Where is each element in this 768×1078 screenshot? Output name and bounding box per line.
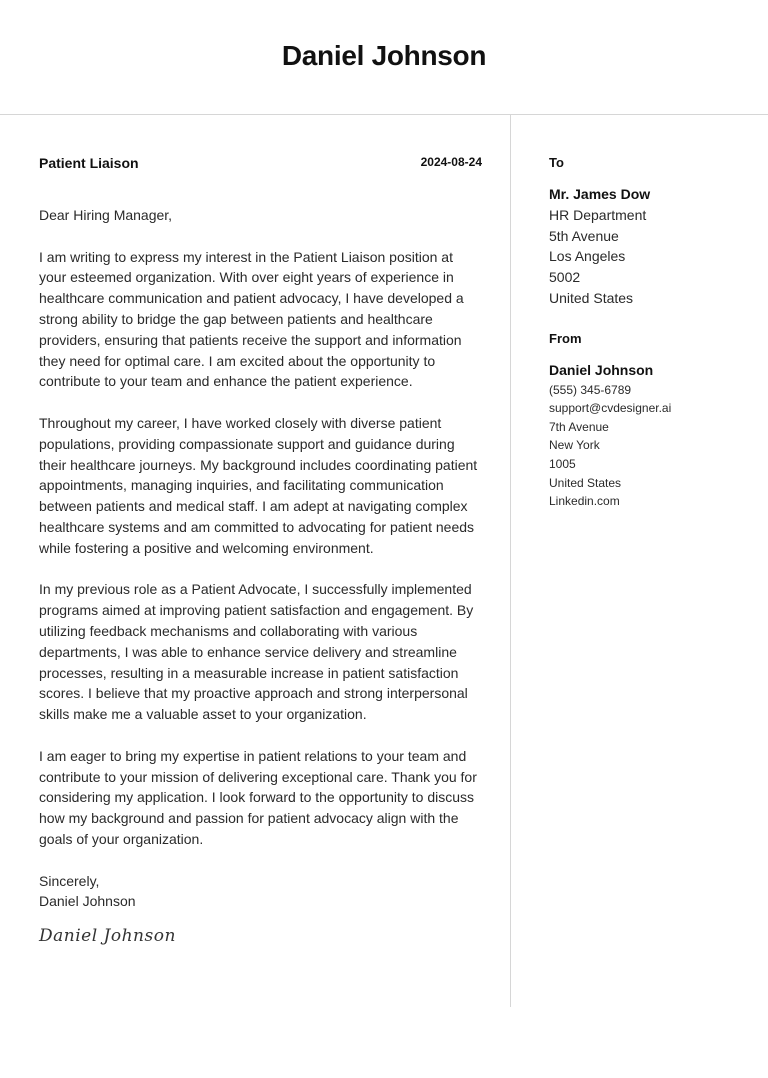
closing: Sincerely, — [39, 872, 100, 889]
salutation: Dear Hiring Manager, — [39, 207, 173, 223]
paragraph-2: Throughout my career, I have worked closely with diverse patient populations, providing compassionate support and guidance during their healthcare journeys. My background includes coordinating patient appointments, managing inquiries, and facilitating communication between patients and medical staff. I am adept at navigating complex healthcare systems and am committed to advocating for patient needs while fostering a positive and welcoming environment. — [39, 414, 478, 556]
recipient-block — [549, 184, 749, 309]
letter-meta — [39, 155, 482, 175]
recipient-name: Mr. James Dow — [549, 186, 651, 202]
job-position: Patient Liaison — [39, 155, 139, 171]
address-sidebar — [549, 155, 749, 511]
from-heading: From — [549, 330, 582, 346]
sender-street: 7th Avenue — [549, 419, 609, 434]
sender-phone: (555) 345-6789 — [549, 382, 632, 397]
recipient-department: HR Department — [549, 206, 647, 223]
letter-text — [39, 205, 482, 947]
paragraph-3: In my previous role as a Patient Advocate, I successfully implemented programs aimed at improving patient satisfaction and engagement. By utilizing feedback mechanisms and collaborating with various departments, I was able to enhance service delivery and streamline processes, resulting in a measurable increase in patient satisfaction scores. I believe that my proactive approach and strong interpersonal skills make me a valuable asset to your organization. — [39, 581, 474, 723]
handwritten-signature: Daniel Johnson — [39, 926, 176, 947]
sender-email[interactable]: support@cvdesigner.ai — [549, 401, 672, 416]
recipient-country: United States — [549, 289, 634, 306]
letter-date: 2024-08-24 — [420, 155, 482, 169]
recipient-zip: 5002 — [549, 269, 581, 286]
paragraph-1: I am writing to express my interest in the Patient Liaison position at your esteemed organization. With over eight years of experience in healthcare communication and patient advocacy, I have developed a strong ability to bridge the gap between patients and healthcare providers, ensuring that patients receive the support and information they need for optimal care. I am excited about the opportunity to contribute to your team and enhance the patient experience. — [39, 248, 464, 390]
applicant-name: Daniel Johnson — [281, 40, 487, 71]
sender-linkedin[interactable]: Linkedin.com — [549, 494, 620, 509]
recipient-street: 5th Avenue — [549, 227, 619, 244]
paragraph-4: I am eager to bring my expertise in patient relations to your team and contribute to your mission of delivering exceptional care. Thank you for considering my application. I look forward to the opportunity to discuss how my background and passion for patient advocacy align with the goals of your organization. — [39, 747, 477, 847]
sender-city: New York — [549, 438, 600, 453]
column-divider — [510, 115, 511, 1007]
sender-block — [549, 360, 749, 511]
closing-name: Daniel Johnson — [39, 893, 136, 910]
sender-zip: 1005 — [549, 456, 576, 471]
to-heading: To — [549, 155, 564, 170]
letter-body — [39, 155, 482, 947]
sender-country: United States — [549, 475, 622, 490]
letter-header — [0, 0, 768, 115]
sender-name: Daniel Johnson — [549, 361, 654, 378]
recipient-city: Los Angeles — [549, 248, 626, 265]
